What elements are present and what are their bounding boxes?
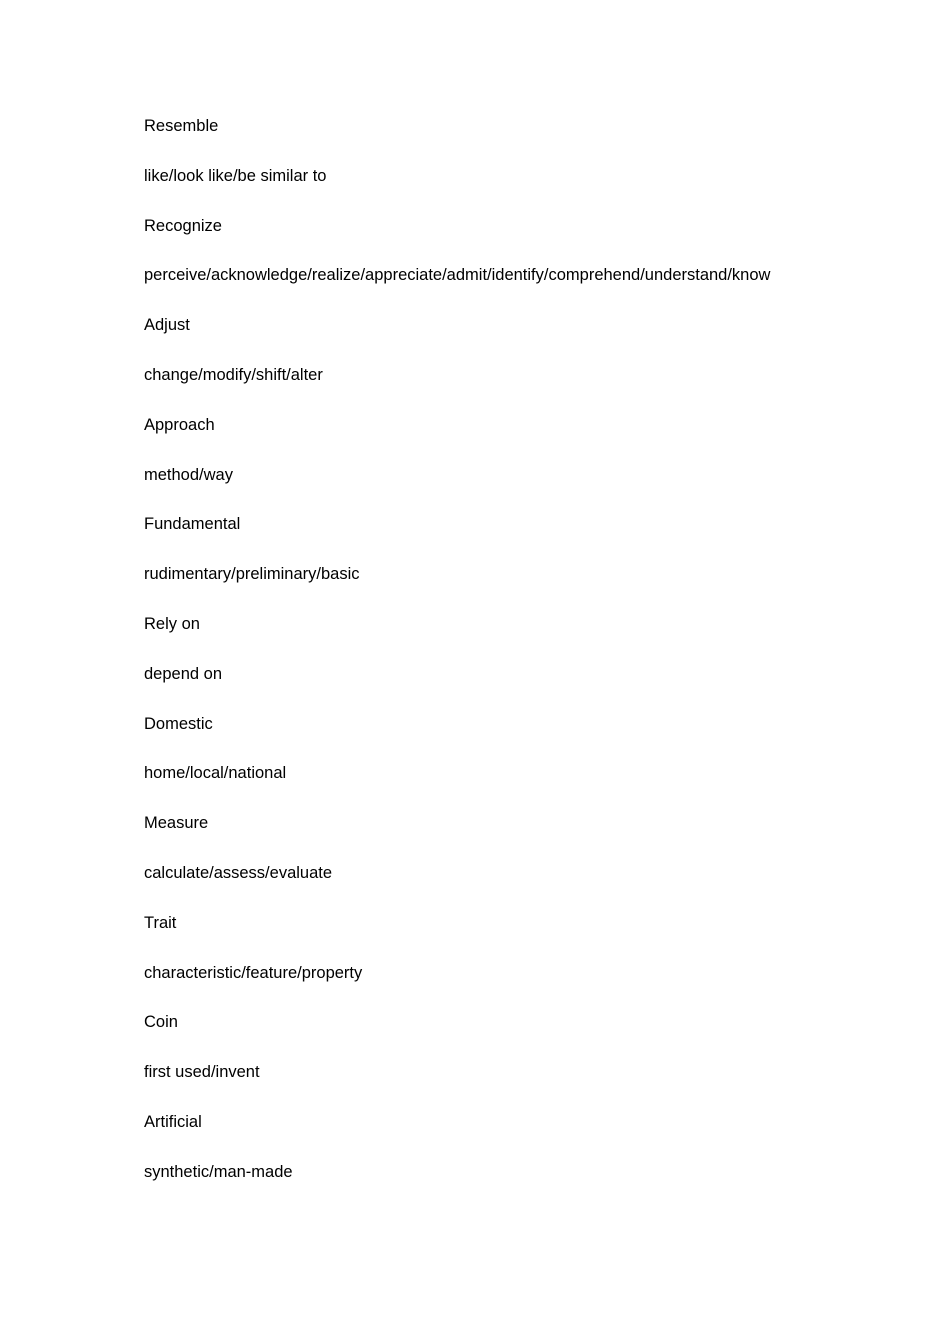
- vocab-synonyms: home/local/national: [144, 764, 287, 783]
- vocab-word: Recognize: [144, 216, 222, 235]
- vocab-entry-measure: [144, 812, 770, 912]
- vocab-synonyms: first used/invent: [144, 1063, 260, 1082]
- vocab-entry-domestic: [144, 713, 770, 813]
- vocab-word: Domestic: [144, 714, 213, 733]
- vocab-entry-recognize: [144, 215, 770, 315]
- vocab-entry-trait: [144, 912, 770, 1012]
- vocab-word: Fundamental: [144, 515, 241, 534]
- vocab-synonyms: depend on: [144, 664, 222, 683]
- vocab-word: Trait: [144, 913, 177, 932]
- vocab-word: Resemble: [144, 117, 219, 135]
- vocab-word: Measure: [144, 814, 209, 833]
- vocabulary-list: [144, 115, 770, 1211]
- vocab-entry-adjust: [144, 314, 770, 414]
- vocab-word: Artificial: [144, 1112, 202, 1131]
- vocab-synonyms: method/way: [144, 465, 233, 484]
- vocab-entry-approach: [144, 414, 770, 514]
- vocab-synonyms: calculate/assess/evaluate: [144, 863, 333, 882]
- vocab-entry-artificial: [144, 1111, 770, 1211]
- vocab-synonyms: change/modify/shift/alter: [144, 365, 323, 384]
- vocab-entry-fundamental: [144, 513, 770, 613]
- vocab-word: Rely on: [144, 614, 200, 633]
- vocab-synonyms: rudimentary/preliminary/basic: [144, 565, 360, 584]
- vocab-entry-coin: [144, 1011, 770, 1111]
- vocab-synonyms: synthetic/man-made: [144, 1162, 293, 1181]
- vocab-synonyms: characteristic/feature/property: [144, 963, 363, 982]
- vocab-entry-rely-on: [144, 613, 770, 713]
- vocab-entry-resemble: [144, 115, 770, 215]
- vocab-word: Coin: [144, 1013, 178, 1032]
- vocab-synonyms: like/look like/be similar to: [144, 166, 327, 185]
- vocab-word: Adjust: [144, 316, 190, 335]
- vocab-synonyms: perceive/acknowledge/realize/appreciate/admit/identify/comprehend/understand/know: [144, 266, 771, 285]
- vocab-word: Approach: [144, 415, 215, 434]
